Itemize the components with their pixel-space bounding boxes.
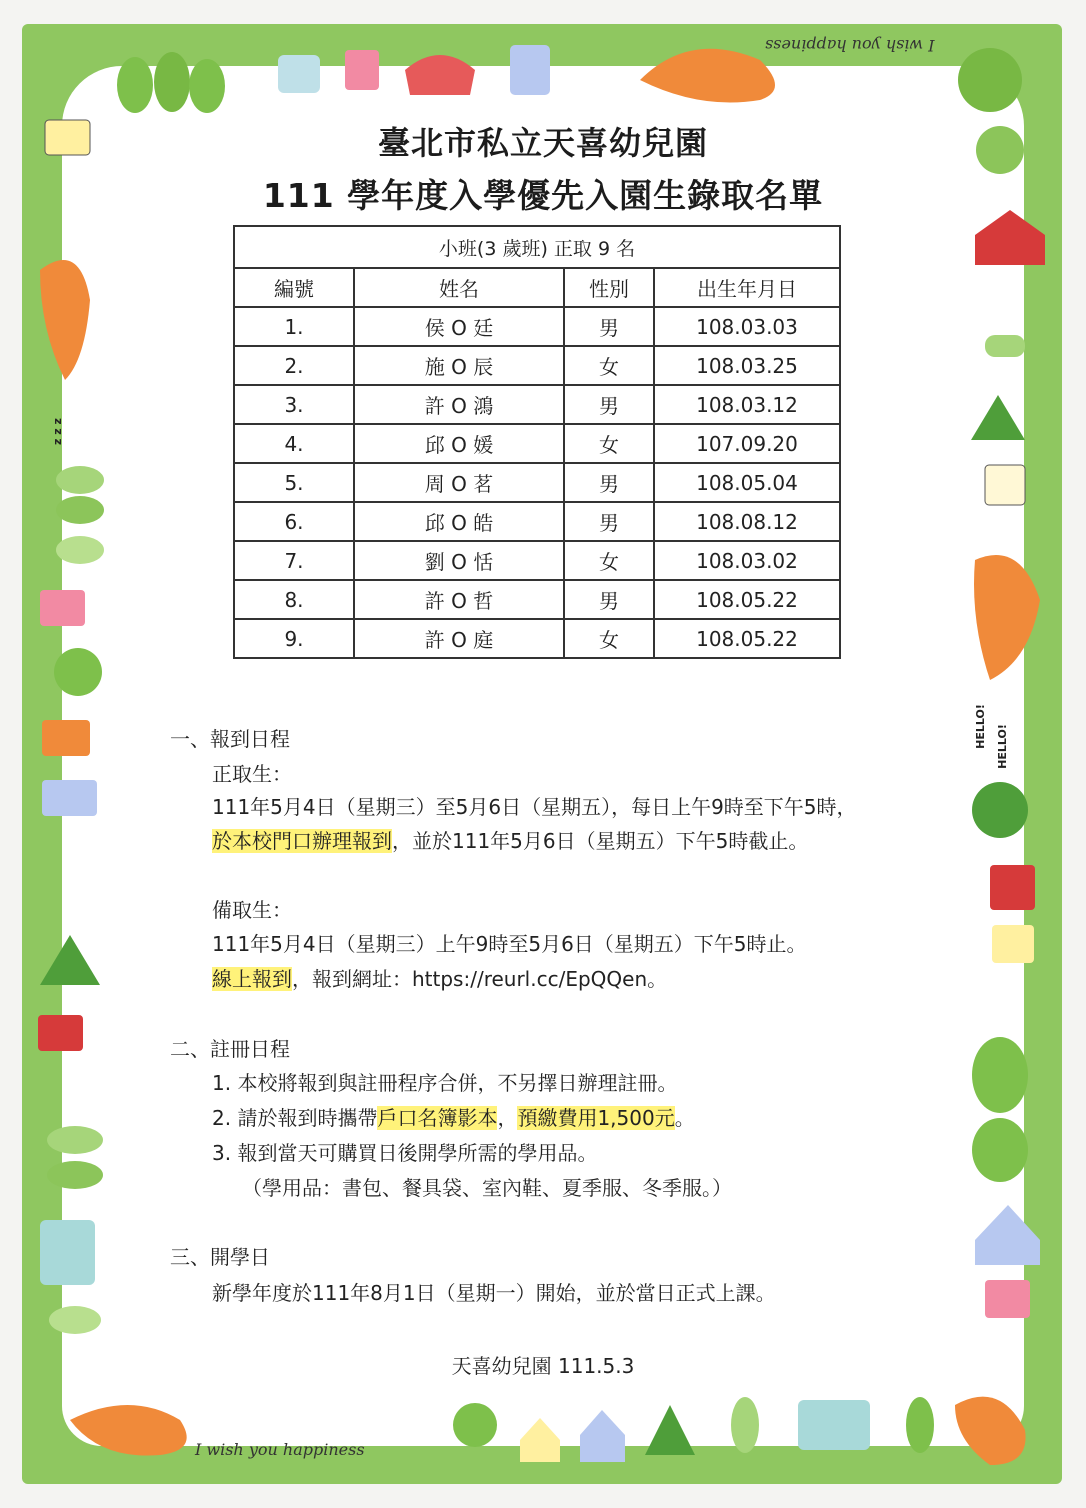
fox-icon [40, 260, 90, 380]
house-icon [992, 925, 1034, 963]
waitlist-schedule: 111年5月4日（星期三）上午9時至5月6日（星期五）下午5時止。 [212, 932, 807, 956]
cell-birthdate: 108.05.22 [654, 619, 840, 658]
admission-table [233, 225, 841, 659]
cell-number: 9. [234, 619, 354, 658]
bush-icon [56, 496, 104, 524]
bush-icon [985, 335, 1025, 357]
cell-gender: 女 [564, 619, 654, 658]
section-heading-checkin: 一、報到日程 [170, 727, 290, 751]
cell-name: 周 O 茗 [354, 463, 564, 502]
tree-icon [972, 782, 1028, 838]
admitted-deadline: ，並於111年5月6日（星期五）下午5時截止。 [392, 829, 809, 853]
fox-icon [974, 555, 1040, 680]
cell-gender: 女 [564, 541, 654, 580]
house-icon [42, 780, 97, 816]
cell-birthdate: 108.08.12 [654, 502, 840, 541]
script-text-bottom: I wish you happiness [195, 1440, 365, 1459]
house-icon [798, 1400, 870, 1450]
tree-icon [731, 1397, 759, 1453]
highlight-text: 線上報到 [212, 967, 292, 991]
registration-item: 1. 本校將報到與註冊程序合併，不另擇日辦理註冊。 [212, 1071, 678, 1095]
cell-gender: 男 [564, 307, 654, 346]
school-name: 臺北市私立天喜幼兒園 [377, 124, 708, 162]
table-row [234, 541, 840, 580]
column-header: 性別 [564, 268, 654, 307]
tree-icon [972, 1118, 1028, 1182]
house-icon [278, 55, 320, 93]
hello-text: HELLO! [995, 724, 1009, 769]
cell-number: 2. [234, 346, 354, 385]
house-icon [975, 210, 1045, 265]
table-row [234, 580, 840, 619]
cell-birthdate: 108.05.22 [654, 580, 840, 619]
house-icon [985, 465, 1025, 505]
bush-icon [56, 466, 104, 494]
admitted-label: 正取生： [212, 762, 292, 786]
cell-number: 6. [234, 502, 354, 541]
opening-day-text: 新學年度於111年8月1日（星期一）開始，並於當日正式上課。 [212, 1281, 776, 1305]
tree-icon [117, 57, 153, 113]
house-icon [975, 1205, 1040, 1265]
house-icon [580, 1410, 625, 1462]
table-row [234, 385, 840, 424]
house-icon [40, 590, 85, 626]
pine-tree-icon [971, 395, 1025, 440]
house-icon [510, 45, 550, 95]
table-caption-row [234, 226, 840, 268]
fox-icon [70, 1405, 187, 1456]
cell-gender: 女 [564, 424, 654, 463]
admitted-schedule: 111年5月4日（星期三）至5月6日（星期五），每日上午9時至下午5時， [212, 795, 857, 819]
table-row [234, 502, 840, 541]
bush-icon [47, 1161, 103, 1189]
cell-number: 8. [234, 580, 354, 619]
cell-name: 侯 O 廷 [354, 307, 564, 346]
tree-icon [906, 1397, 934, 1453]
registration-item [212, 1101, 695, 1135]
tree-icon [154, 52, 190, 112]
fox-icon [640, 49, 775, 103]
pine-tree-icon [40, 935, 100, 985]
column-header: 姓名 [354, 268, 564, 307]
section-heading-opening: 三、開學日 [170, 1245, 270, 1269]
footer-signature: 天喜幼兒園 111.5.3 [451, 1354, 635, 1378]
fox-icon [955, 1397, 1026, 1465]
tree-icon [972, 1037, 1028, 1113]
cell-gender: 男 [564, 463, 654, 502]
cell-gender: 男 [564, 385, 654, 424]
cell-birthdate: 108.03.03 [654, 307, 840, 346]
registration-item: 3. 報到當天可購買日後開學所需的學用品。 [212, 1141, 598, 1165]
column-header: 出生年月日 [654, 268, 840, 307]
cell-name: 劉 O 恬 [354, 541, 564, 580]
table-row [234, 463, 840, 502]
cell-gender: 男 [564, 502, 654, 541]
highlight-text: 戶口名簿影本 [377, 1106, 498, 1130]
hello-text: HELLO! [973, 704, 987, 749]
house-icon [520, 1418, 560, 1462]
cell-name: 邱 O 媛 [354, 424, 564, 463]
house-icon [405, 55, 475, 95]
page-title: 111 學年度入學優先入園生錄取名單 [262, 176, 824, 215]
cell-name: 許 O 鴻 [354, 385, 564, 424]
script-text-top: I wish you happiness [765, 36, 935, 55]
tree-icon [54, 648, 102, 696]
highlight-text: 預繳費用1,500元 [517, 1106, 675, 1130]
table-row [234, 307, 840, 346]
cell-gender: 男 [564, 580, 654, 619]
cell-gender: 女 [564, 346, 654, 385]
column-header: 編號 [234, 268, 354, 307]
table-caption: 小班(3 歲班) 正取 9 名 [234, 226, 840, 268]
table-header-row [234, 268, 840, 307]
house-icon [38, 1015, 83, 1051]
cell-number: 1. [234, 307, 354, 346]
cell-birthdate: 108.03.12 [654, 385, 840, 424]
house-icon [990, 865, 1035, 910]
house-icon [985, 1280, 1030, 1318]
cell-name: 邱 O 皓 [354, 502, 564, 541]
pine-tree-icon [645, 1405, 695, 1455]
waitlist-label: 備取生： [212, 898, 292, 922]
item-text: ， [497, 1106, 518, 1130]
cell-name: 許 O 庭 [354, 619, 564, 658]
zzz-text: z z z [50, 418, 64, 445]
tree-icon [453, 1403, 497, 1447]
cell-number: 3. [234, 385, 354, 424]
item-text: 2. 請於報到時攜帶 [212, 1106, 378, 1130]
highlight-text: 於本校門口辦理報到 [212, 829, 392, 853]
section-heading-registration: 二、註冊日程 [170, 1037, 290, 1061]
house-icon [42, 720, 90, 756]
house-icon [40, 1220, 95, 1285]
cell-name: 施 O 辰 [354, 346, 564, 385]
cell-birthdate: 107.09.20 [654, 424, 840, 463]
tree-icon [958, 48, 1022, 112]
bush-icon [56, 536, 104, 564]
admitted-location-line [212, 824, 808, 858]
tree-icon [189, 59, 225, 113]
cell-birthdate: 108.03.02 [654, 541, 840, 580]
registration-url-text: ，報到網址：https://reurl.cc/EpQQen。 [292, 967, 668, 991]
cell-number: 4. [234, 424, 354, 463]
table-row [234, 424, 840, 463]
cell-number: 7. [234, 541, 354, 580]
item-text: 。 [674, 1106, 695, 1130]
house-icon [345, 50, 379, 90]
cell-birthdate: 108.05.04 [654, 463, 840, 502]
waitlist-online-line [212, 962, 667, 996]
table-row [234, 619, 840, 658]
supplies-note: （學用品：書包、餐具袋、室內鞋、夏季服、冬季服。） [242, 1176, 732, 1200]
cell-name: 許 O 哲 [354, 580, 564, 619]
bush-icon [47, 1126, 103, 1154]
bush-icon [49, 1306, 101, 1334]
cell-birthdate: 108.03.25 [654, 346, 840, 385]
table-row [234, 346, 840, 385]
cell-number: 5. [234, 463, 354, 502]
